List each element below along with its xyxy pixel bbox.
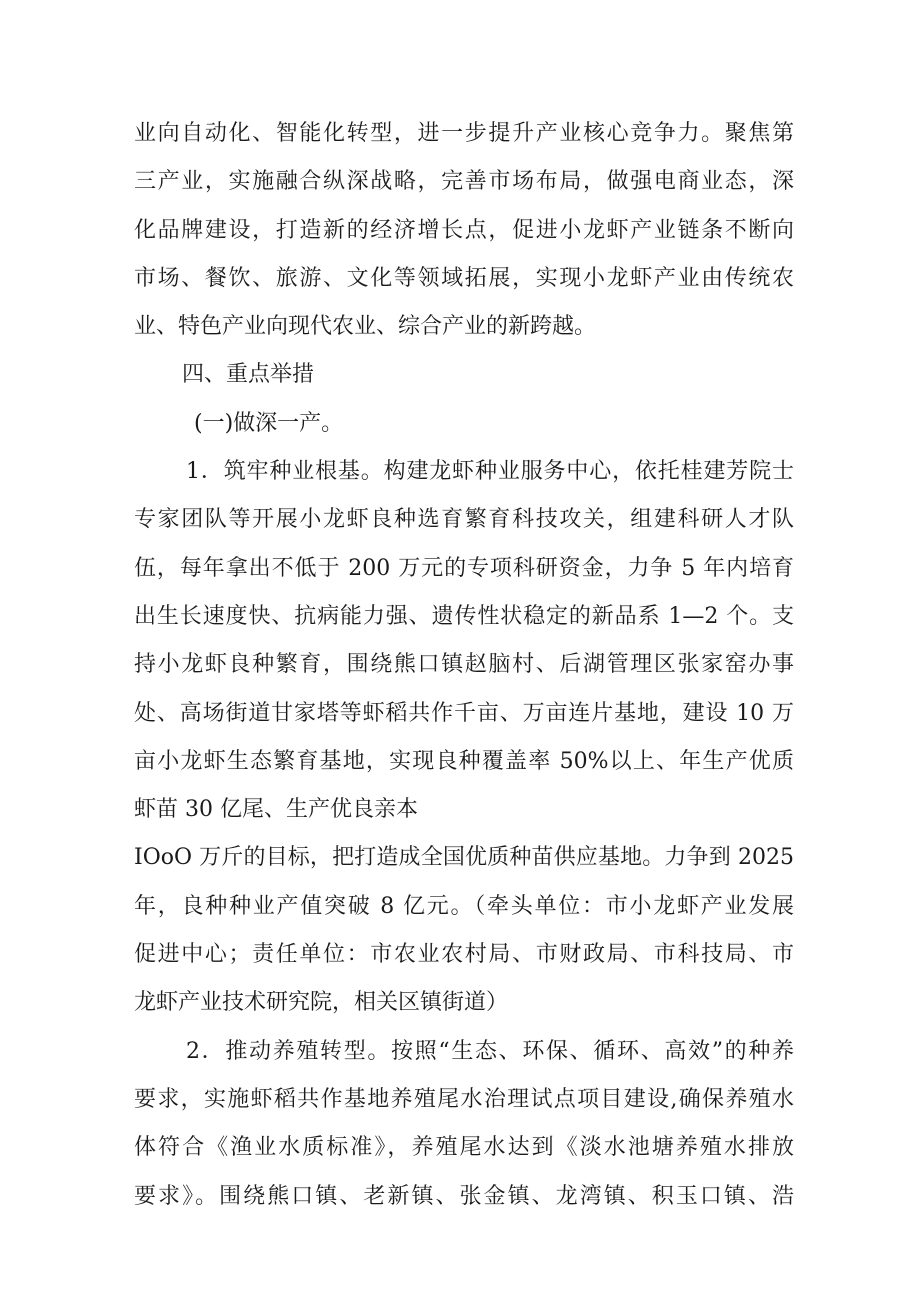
text-line: 出生长速度快、抗病能力强、遗传性状稳定的新品系 1—2 个。支 xyxy=(134,603,794,629)
text-line: 1．筑牢种业根基。构建龙虾种业服务中心，依托桂建芳院士 xyxy=(186,459,794,485)
text-line: 虾苗 30 亿尾、生产优良亲本 xyxy=(134,797,418,823)
text-line: 2．推动养殖转型。按照“生态、环保、循环、高效”的种养 xyxy=(186,1038,794,1064)
text-line: 专家团队等开展小龙虾良种选育繁育科技攻关，组建科研人才队 xyxy=(134,507,794,533)
text-line: 亩小龙虾生态繁育基地，实现良种覆盖率 50%以上、年生产优质 xyxy=(134,748,794,774)
paragraph-item-2 xyxy=(134,1028,794,1221)
text-line: 体符合《渔业水质标准》，养殖尾水达到《淡水池塘养殖水排放 xyxy=(134,1135,794,1161)
text-line: 市场、餐饮、旅游、文化等领域拓展，实现小龙虾产业由传统农 xyxy=(134,265,794,291)
text-line: 持小龙虾良种繁育，围绕熊口镇赵脑村、后湖管理区张家窑办事 xyxy=(134,652,794,678)
text-line: 龙虾产业技术研究院，相关区镇街道） xyxy=(134,990,509,1016)
text-line: 要求》。围绕熊口镇、老新镇、张金镇、龙湾镇、积玉口镇、浩 xyxy=(134,1183,794,1209)
paragraph-continued xyxy=(134,110,794,351)
section-heading: 四、重点举措 xyxy=(182,362,315,388)
document-body xyxy=(134,110,794,1221)
text-line: 促进中心；责任单位：市农业农村局、市财政局、市科技局、市 xyxy=(134,942,794,968)
text-line: 要求，实施虾稻共作基地养殖尾水治理试点项目建设,确保养殖水 xyxy=(134,1086,794,1112)
text-line: 化品牌建设，打造新的经济增长点，促进小龙虾产业链条不断向 xyxy=(134,217,794,243)
text-line: 处、高场街道甘家塔等虾稻共作千亩、万亩连片基地，建设 10 万 xyxy=(134,700,794,726)
text-line: 伍，每年拿出不低于 200 万元的专项科研资金，力争 5 年内培育 xyxy=(134,555,794,581)
subsection-heading: (一)做深一产。 xyxy=(194,410,344,436)
text-line: 业向自动化、智能化转型，进一步提升产业核心竞争力。聚焦第 xyxy=(134,121,794,146)
text-line: 三产业，实施融合纵深战略，完善市场布局，做强电商业态，深 xyxy=(134,169,794,195)
text-line: 业、特色产业向现代农业、综合产业的新跨越。 xyxy=(134,314,597,340)
text-line: IOoO 万斤的目标，把打造成全国优质种苗供应基地。力争到 2025 xyxy=(134,845,794,871)
paragraph-item-1 xyxy=(134,448,794,1028)
text-line: 年，良种种业产值突破 8 亿元。（牵头单位：市小龙虾产业发展 xyxy=(134,893,794,919)
